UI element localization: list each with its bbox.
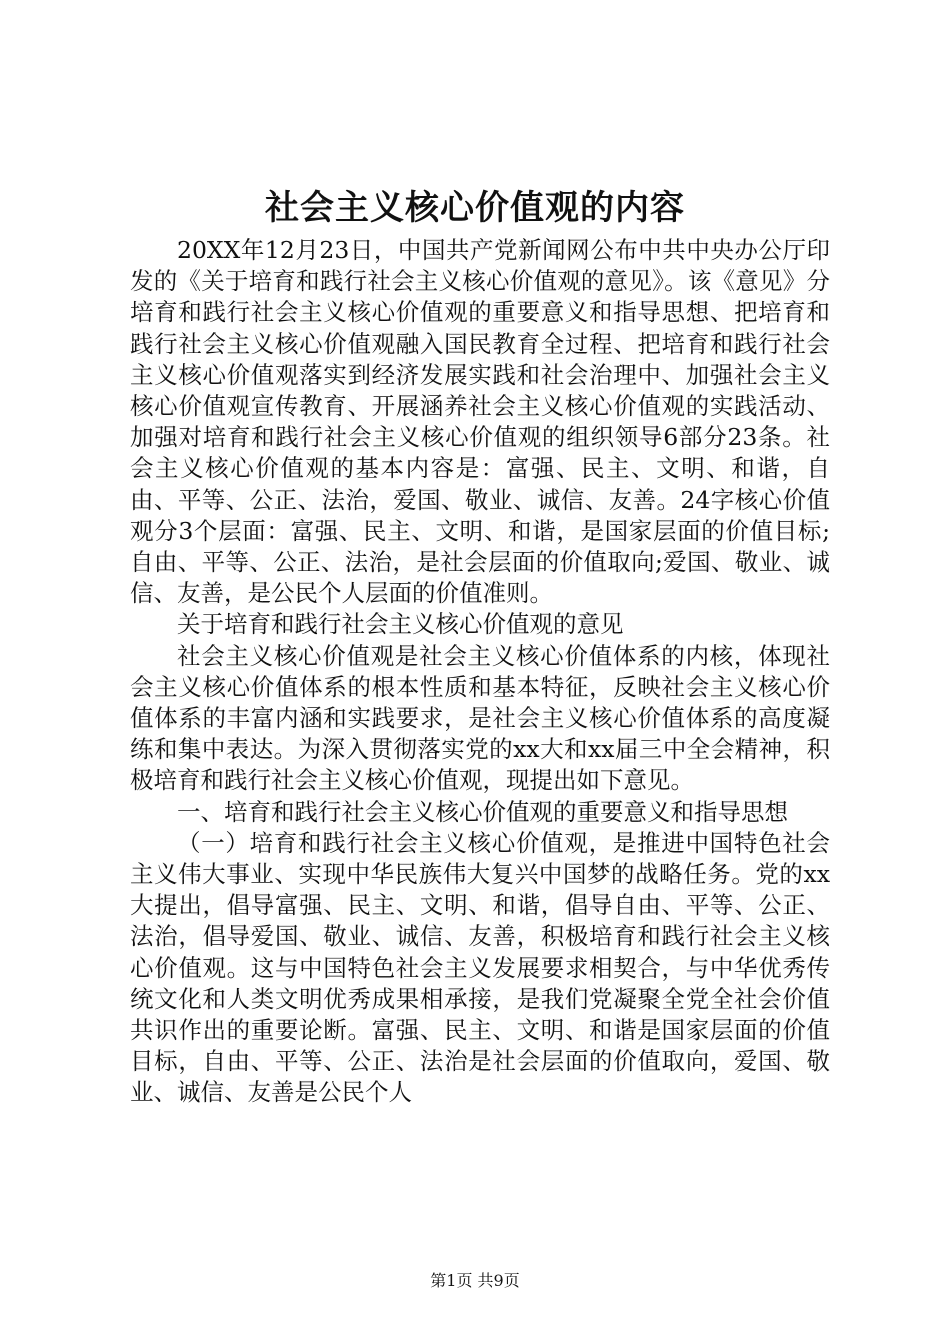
paragraph-section-one-item-one: （一）培育和践行社会主义核心价值观，是推进中国特色社会主义伟大事业、实现中华民族伟大复兴中国梦的战略任务。党的xx大提出，倡导富强、民主、文明、和谐，倡导自由、平等、公正、法治，倡导爱国、敬业、诚信、友善，积极培育和践行社会主义核心价值观。这与中国特色社会主义发展要求相契合，与中华优秀传统文化和人类文明优秀成果相承接，是我们党凝聚全党全社会价值共识作出的重要论断。富强、民主、文明、和谐是国家层面的价值目标，自由、平等、公正、法治是社会层面的价值取向，爱国、敬业、诚信、友善是公民个人 — [130, 828, 830, 1107]
paragraph-section-one-heading: 一、培育和践行社会主义核心价值观的重要意义和指导思想 — [177, 797, 788, 826]
paragraph-intro: 20XX年12月23日，中国共产党新闻网公布中共中央办公厅印发的《关于培育和践行社会主义核心价值观的意见》。该《意见》分培育和践行社会主义核心价值观的重要意义和指导思想、把培育和践行社会主义核心价值观融入国民教育全过程、把培育和践行社会主义核心价值观落实到经济发展实践和社会治理中、加强社会主义核心价值观宣传教育、开展涵养社会主义核心价值观的实践活动、加强对培育和践行社会主义核心价值观的组织领导6部分23条。社会主义核心价值观的基本内容是：富强、民主、文明、和谐，自由、平等、公正、法治，爱国、敬业、诚信、友善。24字核心价值观分3个层面：富强、民主、文明、和谐，是国家层面的价值目标;自由、平等、公正、法治，是社会层面的价值取向;爱国、敬业、诚信、友善，是公民个人层面的价值准则。 — [130, 236, 830, 608]
document-title: 社会主义核心价值观的内容 — [265, 188, 685, 228]
paragraph-core-values: 社会主义核心价值观是社会主义核心价值体系的内核，体现社会主义核心价值体系的根本性质和基本特征，反映社会主义核心价值体系的丰富内涵和实践要求，是社会主义核心价值体系的高度凝练和集中表达。为深入贯彻落实党的xx大和xx届三中全会精神，积极培育和践行社会主义核心价值观，现提出如下意见。 — [130, 641, 830, 795]
document-body — [130, 235, 830, 1109]
page-number-footer: 第1页 共9页 — [430, 1271, 520, 1290]
paragraph-heading-opinion: 关于培育和践行社会主义核心价值观的意见 — [177, 610, 624, 639]
